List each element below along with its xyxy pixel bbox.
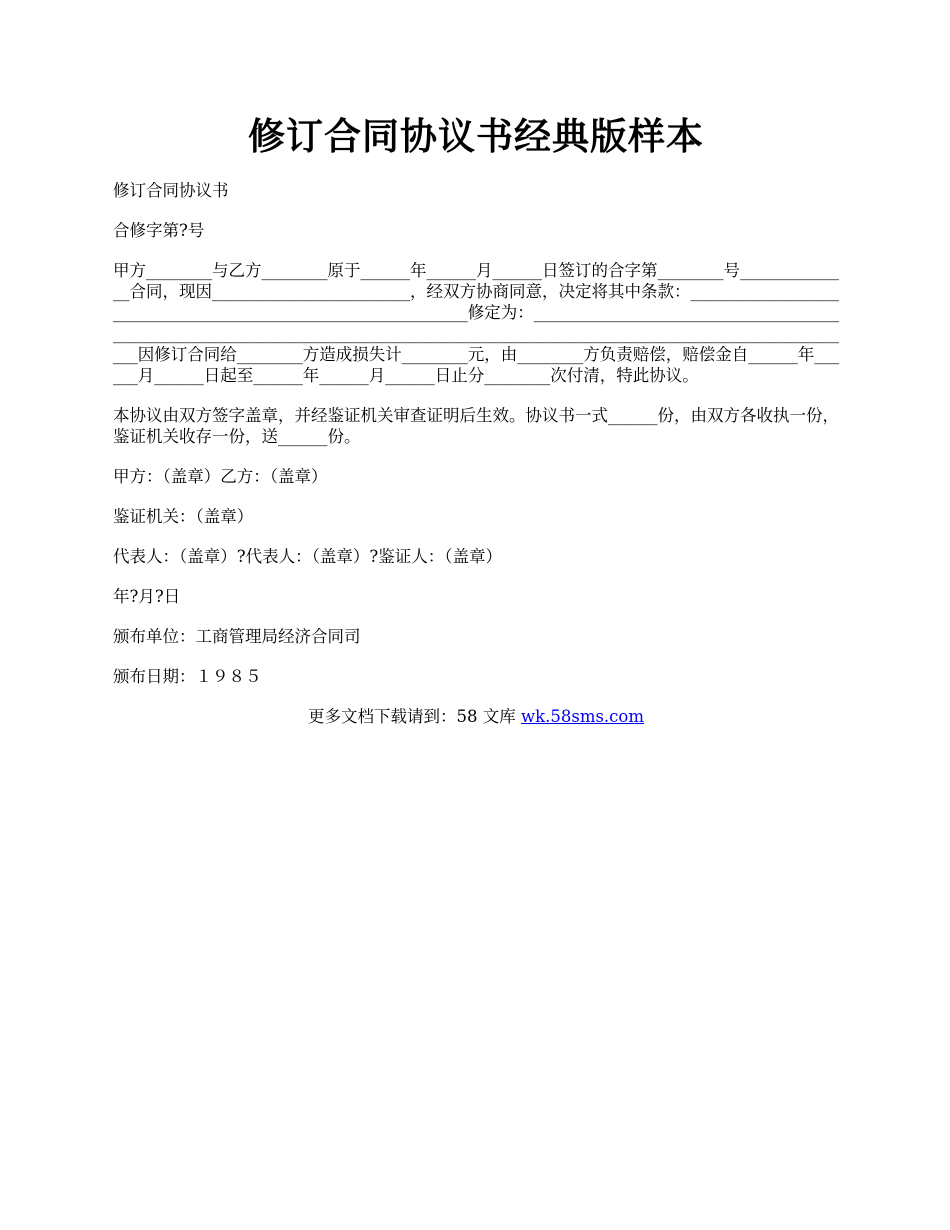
paragraph-main-terms: 甲方________与乙方________原于______年______月______日签订的合字第________号______________合同，现因________________________，经双方协商同意，决定将其中条款：_____________________________________________________________修定为：________________________________________________________________________________________________________________________________因修订合同给________方造成损失计________元，由________方负责赔偿，赔偿金自______年______月______日起至______年______月______日止分________次付清，特此协议。 — [113, 261, 839, 385]
paragraph-issuing-unit: 颁布单位：工商管理局经济合同司 — [113, 627, 361, 646]
paragraph-issue-date: 颁布日期：１９８５ — [113, 667, 262, 686]
document-title: 修订合同协议书经典版样本 — [248, 114, 704, 158]
paragraph-effectiveness: 本协议由双方签字盖章，并经鉴证机关审查证明后生效。协议书一式______份，由双方各收执一份，鉴证机关收存一份，送______份。 — [113, 406, 839, 446]
paragraph-party-signatures: 甲方：（盖章）乙方：（盖章） — [113, 467, 328, 486]
paragraph-heading: 修订合同协议书 — [113, 181, 229, 200]
paragraph-contract-number: 合修字第?号 — [113, 221, 205, 240]
paragraph-authority-seal: 鉴证机关：（盖章） — [113, 507, 254, 526]
footer-link[interactable]: wk.58sms.com — [520, 707, 644, 726]
download-footer — [113, 706, 839, 727]
footer-prefix: 更多文档下载请到：58 文库 — [307, 707, 521, 726]
paragraph-representatives: 代表人：（盖章）?代表人：（盖章）?鉴证人：（盖章） — [113, 547, 502, 566]
document-body — [113, 180, 839, 727]
paragraph-date-line: 年?月?日 — [113, 587, 181, 606]
